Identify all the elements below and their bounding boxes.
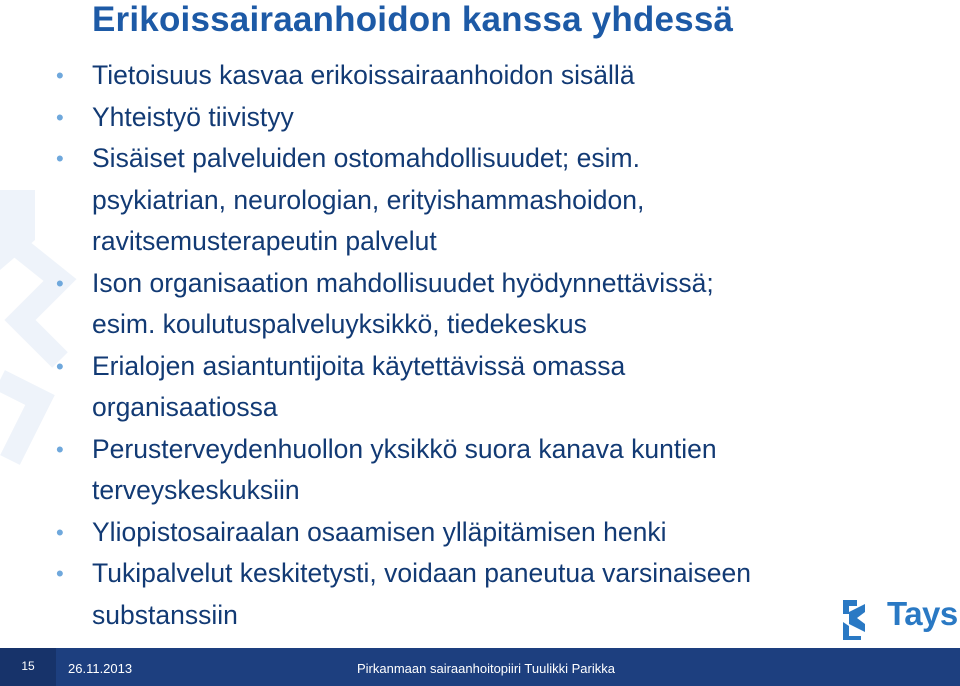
bullet-dot-icon: •	[56, 104, 64, 130]
bullet-dot-icon: •	[56, 519, 64, 545]
bullet-text: organisaatiossa	[92, 392, 278, 422]
bullet-item	[52, 55, 912, 97]
bullet-item	[52, 512, 912, 554]
bullet-text: ravitsemusterapeutin palvelut	[92, 226, 437, 256]
tays-logo	[835, 592, 958, 642]
bullet-item	[52, 97, 912, 139]
bullet-text: Perusterveydenhuollon yksikkö suora kanava kuntien	[92, 433, 717, 464]
bullet-dot-icon: •	[56, 353, 64, 379]
bullet-dot-icon: •	[56, 561, 64, 586]
slide-title: Erikoissairaanhoidon kanssa yhdessä	[92, 0, 734, 39]
bullet-list	[52, 55, 912, 636]
bullet-text: terveyskeskuksiin	[92, 475, 300, 505]
footer-date: 26.11.2013	[68, 661, 133, 676]
bullet-text: Ison organisaation mahdollisuudet hyödynnettävissä;	[92, 267, 714, 298]
bullet-text: esim. koulutuspalveluyksikkö, tiedekeskus	[92, 309, 587, 339]
bullet-dot-icon: •	[56, 270, 64, 296]
bullet-dot-icon: •	[56, 146, 64, 171]
bullet-text: substanssiin	[92, 599, 238, 630]
bullet-text: Erialojen asiantuntijoita käytettävissä omassa	[92, 350, 626, 381]
bullet-text: Tietoisuus kasvaa erikoissairaanhoidon sisällä	[92, 60, 635, 90]
bullet-text: psykiatrian, neurologian, erityishammashoidon,	[92, 184, 645, 215]
bullet-dot-icon: •	[56, 436, 64, 462]
bullet-item	[52, 429, 912, 512]
bullet-text: Tukipalvelut keskitetysti, voidaan paneutua varsinaiseen	[92, 558, 751, 588]
footer-bar	[0, 648, 960, 686]
page-number: 15	[0, 648, 56, 686]
bullet-item	[52, 553, 912, 636]
bullet-item	[52, 138, 912, 263]
bullet-text: Yhteistyö tiivistyy	[92, 101, 294, 132]
logo-text: Tays	[887, 595, 958, 632]
bullet-item	[52, 263, 912, 346]
tays-logo-icon	[835, 594, 883, 642]
bullet-text: Yliopistosairaalan osaamisen ylläpitämisen henki	[92, 516, 667, 547]
bullet-text: Sisäiset palveluiden ostomahdollisuudet; esim.	[92, 143, 640, 173]
bullet-dot-icon: •	[56, 63, 64, 88]
footer-text: Pirkanmaan sairaanhoitopiiri Tuulikki Parikka	[357, 661, 615, 676]
bullet-item	[52, 346, 912, 429]
